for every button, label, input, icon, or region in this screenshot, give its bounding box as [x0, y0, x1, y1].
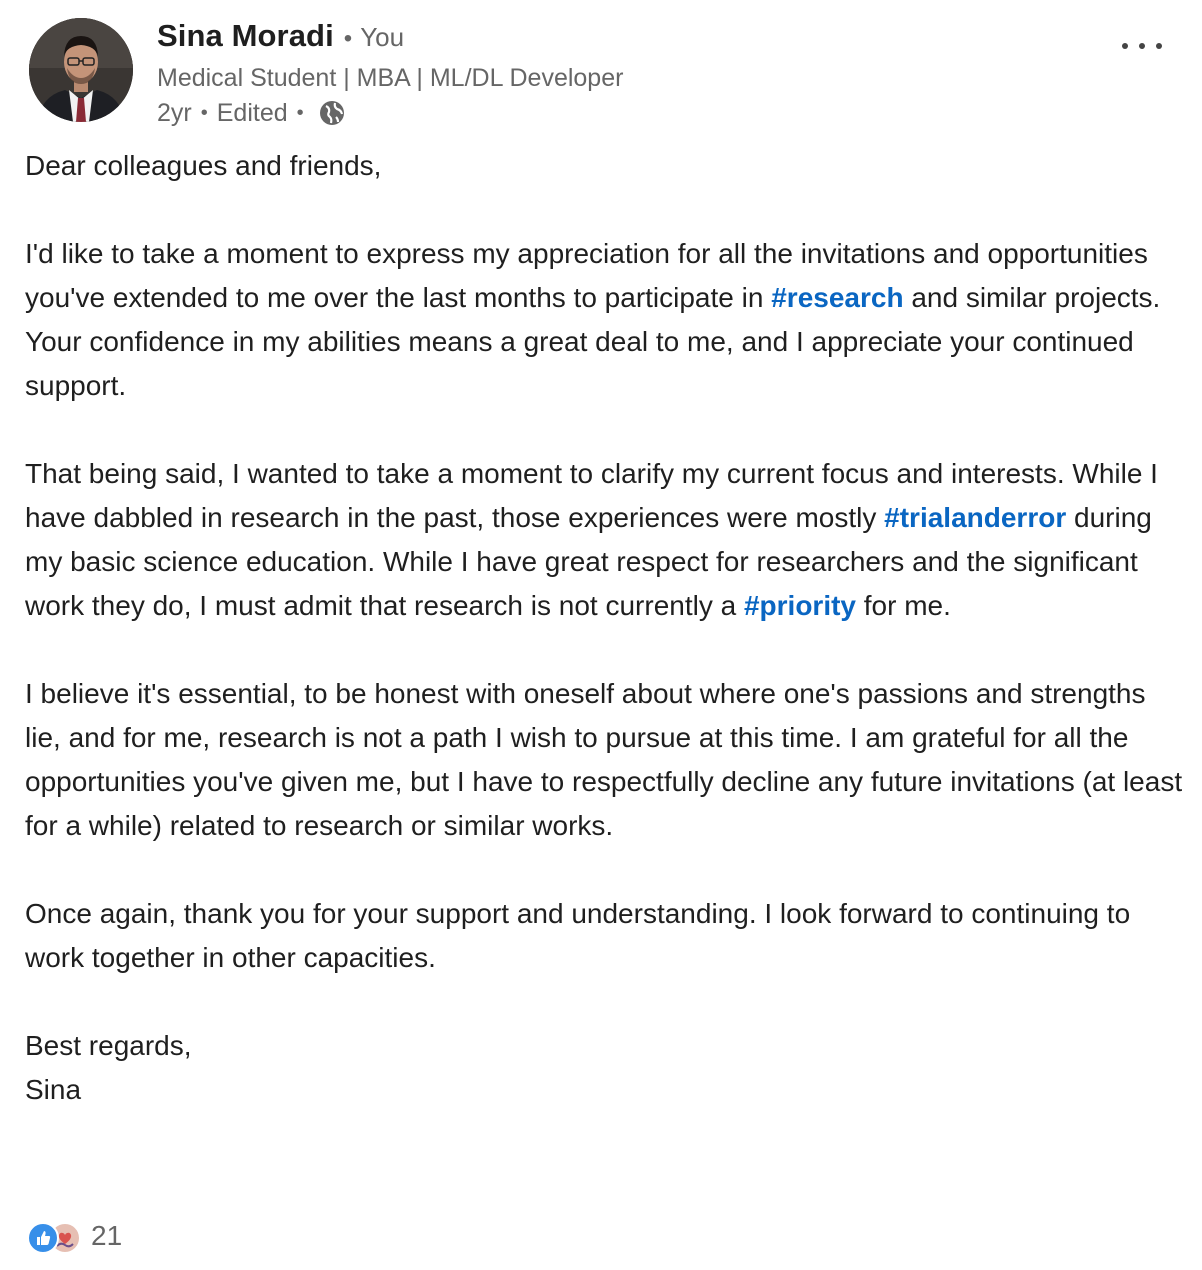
author-name[interactable]: Sina Moradi [157, 18, 334, 53]
reaction-count[interactable]: 21 [91, 1220, 123, 1251]
hashtag-research[interactable]: #research [771, 282, 904, 313]
author-headline: Medical Student | MBA | ML/DL Developer [157, 64, 624, 92]
hashtag-priority[interactable]: #priority [743, 590, 856, 621]
relation-badge: You [360, 22, 405, 52]
post-greeting: Dear colleagues and friends, [25, 150, 382, 181]
post-signature: Sina [25, 1074, 82, 1105]
post-age[interactable]: 2yr [157, 98, 192, 127]
post-paragraph-2 [25, 452, 1185, 628]
ellipsis-icon[interactable] [1122, 36, 1162, 56]
separator-dot: • [200, 101, 208, 124]
profile-photo-icon [29, 18, 133, 122]
hashtag-trialanderror[interactable]: #trialanderror [884, 502, 1067, 533]
text-segment: during my basic science education. While I have great respect for researchers and the significant work they do, I must admit that research is not currently a [25, 502, 1152, 621]
post-paragraph-1 [25, 232, 1185, 408]
post-paragraph-3: I believe it's essential, to be honest with oneself about where one's passions and strengths lie, and for me, research is not a path I wish to pursue at this time. I am grateful for all the opportunities you've given me, but I have to respectfully decline any future invitations (at least for a while) related to research or similar works. [25, 678, 1183, 841]
dot [1156, 43, 1162, 49]
text-segment: That being said, I wanted to take a moment to clarify my current focus and interests. While I have dabbled in research in the past, those experiences were mostly [25, 458, 1158, 533]
author-info [157, 18, 623, 131]
dot [1139, 43, 1145, 49]
reactions-summary[interactable] [27, 1216, 122, 1256]
post-closing: Best regards, [25, 1030, 192, 1061]
author-avatar[interactable] [29, 18, 133, 122]
post-closing-block [25, 1024, 1185, 1112]
post-header [24, 14, 1174, 127]
reaction-icons [27, 1220, 83, 1252]
separator-dot: • [343, 25, 353, 52]
globe-icon [317, 98, 347, 128]
post-meta [157, 95, 623, 131]
post-paragraph-4: Once again, thank you for your support and understanding. I look forward to continuing to work together in other capacities. [25, 898, 1131, 973]
like-icon [27, 1222, 59, 1254]
text-segment: and similar projects. Your confidence in my abilities means a great deal to me, and I appreciate your continued support. [25, 282, 1161, 401]
separator-dot: • [296, 101, 304, 124]
author-name-line [157, 18, 623, 58]
post-body [25, 144, 1185, 1112]
dot [1122, 43, 1128, 49]
text-segment: I'd like to take a moment to express my appreciation for all the invitations and opportunities you've extended to me over the last months to participate in [25, 238, 1148, 313]
text-segment: for me. [856, 590, 951, 621]
edited-label: Edited [216, 98, 288, 127]
